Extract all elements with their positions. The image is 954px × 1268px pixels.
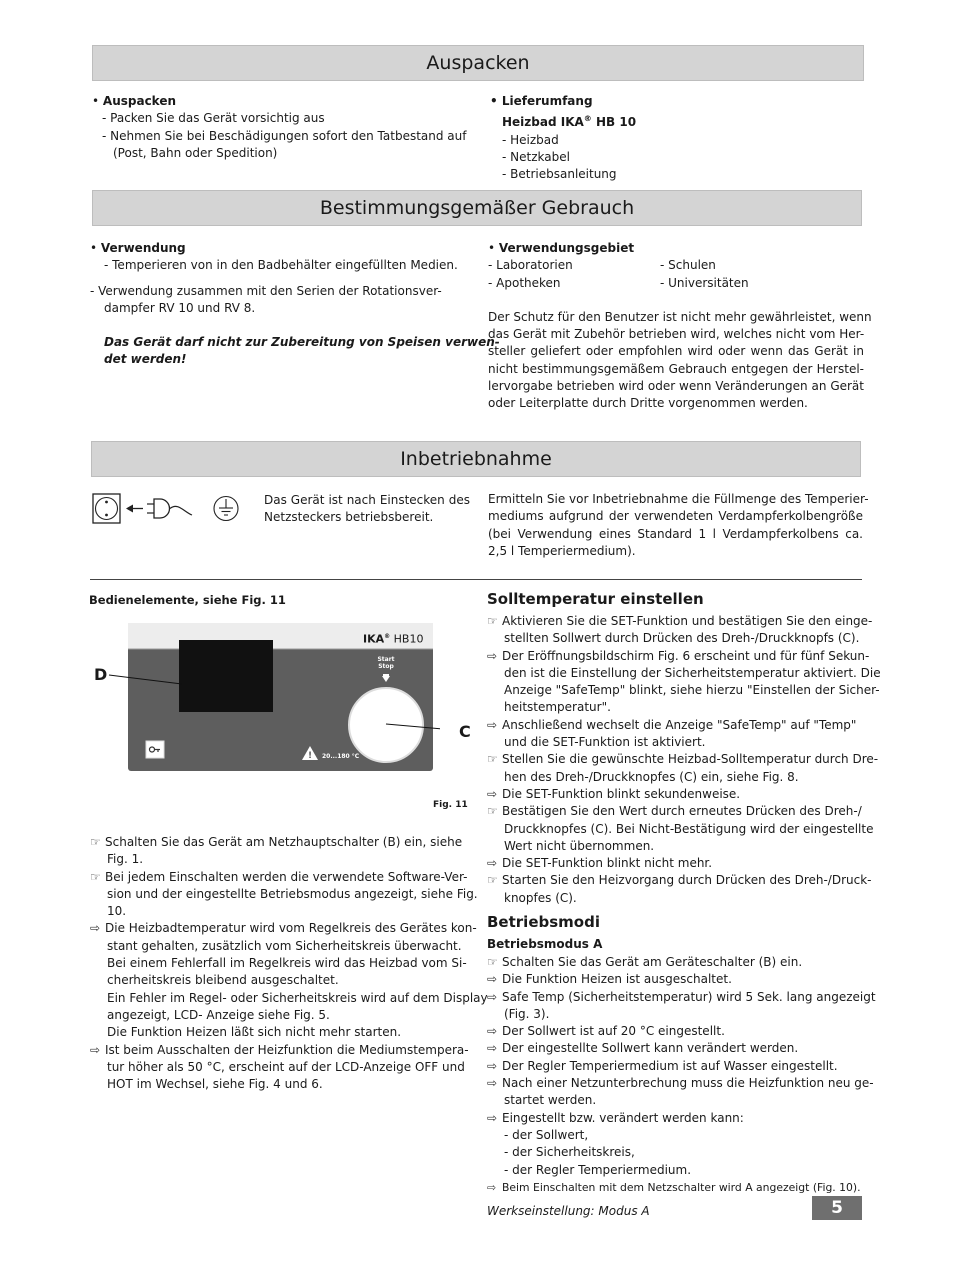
section-title-auspacken: Auspacken [92,45,864,81]
list-item: (Post, Bahn oder Spedition) [113,145,278,160]
soll-bullet-list [487,613,881,907]
plug-icon [92,492,242,526]
list-item: ☞ Aktivieren Sie die SET-Funktion und bestätigen Sie den einge- stellten Sollwert durch Drücken des Dreh-/Druckknopfs (C). [487,614,873,646]
werkseinstellung: Werkseinstellung: Modus A [487,1204,650,1218]
panel-start-label: Start [377,656,395,663]
list-item: - Betriebsanleitung [502,167,617,182]
product-name: Heizbad IKA® HB 10 [502,114,637,130]
verwendung-heading: Verwendung [100,241,186,255]
list-item: ⇨ Der eingestellte Sollwert kann verändert werden. [487,1041,799,1056]
list-item: - Netzkabel [502,149,570,164]
list-item: ⇨ Anschließend wechselt die Anzeige "SafeTemp" auf "Temp" und die SET-Funktion ist aktiviert. [487,717,857,750]
list-item: ⇨ Die Funktion Heizen ist ausgeschaltet. [487,972,732,987]
bullet-dot: • [90,241,101,255]
list-item: ☞ Bei jedem Einschalten werden die verwendete Software-Ver- sion und der eingestellte Betriebsmodus angezeigt, siehe Fig. 10. [90,869,478,919]
figure-caption: Fig. 11 [433,800,468,810]
warning-text: det werden! [104,352,187,367]
list-item: - Heizbad [502,132,559,147]
fuellmenge-text: Ermitteln Sie vor Inbetriebnahme die Füllmenge des Temperier- mediums aufgrund der verwendeten Verdampferkolbengröße (bei Verwendung eines Standard 1 l Verdampferkolbens ca. 2,5 l Temperiermedium). [488,492,869,558]
list-item: - Apotheken [488,275,561,290]
lieferumfang [490,93,862,183]
panel-range-label: 20...180 °C [322,753,360,760]
section-title-gebrauch: Bestimmungsgemäßer Gebrauch [92,190,862,226]
soll-heading: Solltemperatur einstellen [487,590,704,608]
modi-subheading: Betriebsmodus A [487,937,603,951]
paragraph-line: oder Leiterplatte durch Dritte vorgenommen werden. [488,396,808,411]
list-item: ⇨ Der Eröffnungsbildschirm Fig. 6 erscheint und für fünf Sekun- den ist die Einstellung der Sicherheitstemperatur aktiviert. Die Anzeige "SafeTemp" blinkt, siehe hierzu "Einstellen der Sicher- heitstemperatur". [487,648,881,715]
left-bullet-list [90,834,488,1093]
list-item: ⇨ Der Sollwert ist auf 20 °C eingestellt. [487,1024,725,1039]
list-item: ☞ Stellen Sie die gewünschte Heizbad-Solltemperatur durch Dre- hen des Dreh-/Druckknopfes (C) ein, siehe Fig. 8. [487,752,879,784]
list-item: - Nehmen Sie bei Beschädigungen sofort den Tatbestand auf [102,128,467,143]
list-item: - Universitäten [660,275,749,290]
auspacken-left [92,93,472,162]
list-item: ⇨ Die SET-Funktion blinkt nicht mehr. [487,856,713,871]
bullet-dot: • [490,94,502,108]
section-title-inbetriebnahme: Inbetriebnahme [91,441,861,477]
panel-stop-label: Stop [378,663,394,670]
auspacken-heading: Auspacken [102,94,177,108]
list-item: ☞ Schalten Sie das Gerät am Netzhauptschalter (B) ein, siehe Fig. 1. [90,835,463,867]
paragraph-line: das Gerät mit Zubehör betrieben wird, welches nicht vom Her- [488,327,865,342]
svg-text:!: ! [307,751,313,761]
paragraph-line: Der Schutz für den Benutzer ist nicht mehr gewährleistet, wenn [488,309,872,324]
verwendungsgebiet-heading: Verwendungsgebiet [498,241,635,255]
list-item: ⇨ Beim Einschalten mit dem Netzschalter wird A angezeigt (Fig. 10). [487,1180,861,1194]
list-item: ⇨ Eingestellt bzw. verändert werden kann: - der Sollwert, - der Sicherheitskreis, - der Regler Temperiermedium. [487,1110,744,1177]
list-item: - Packen Sie das Gerät vorsichtig aus [102,111,325,126]
list-item: ⇨ Nach einer Netzunterbrechung muss die Heizfunktion neu ge- startet werden. [487,1076,874,1108]
paragraph-line: nicht bestimmungsgemäßem Gebrauch entgegen der Herstel- [488,361,864,376]
plug-text: Das Gerät ist nach Einstecken des Netzsteckers betriebsbereit. [264,493,470,525]
callout-d: D [94,665,108,684]
bullet-dot: • [488,241,499,255]
list-item: ☞ Starten Sie den Heizvorgang durch Drücken des Dreh-/Druck- knopfes (C). [487,873,872,905]
lieferumfang-heading: Lieferumfang [501,94,593,108]
modi-bullet-list [487,954,876,1196]
paragraph-line: lervorgabe betrieben wird oder wenn Veränderungen an Gerät [488,379,864,394]
list-item: dampfer RV 10 und RV 8. [104,300,256,315]
list-item: ⇨ Safe Temp (Sicherheitstemperatur) wird 5 Sek. lang angezeigt (Fig. 3). [487,989,876,1021]
list-item: - Temperieren von in den Badbehälter eingefüllten Medien. [104,258,458,273]
bedien-heading: Bedienelemente, siehe Fig. 11 [89,593,286,607]
verwendungsgebiet [488,240,872,413]
divider [90,579,862,580]
callout-lines [100,660,440,760]
list-item: - Verwendung zusammen mit den Serien der Rotationsver- [90,283,442,298]
list-item: ☞ Schalten Sie das Gerät am Geräteschalter (B) ein. [487,955,803,969]
paragraph-line: steller geliefert oder empfohlen wird oder wenn das Gerät in [488,344,864,359]
list-item: ⇨ Der Regler Temperiermedium ist auf Wasser eingestellt. [487,1058,838,1073]
verwendung [90,240,500,369]
warning-text: Das Gerät darf nicht zur Zubereitung von Speisen verwen- [104,335,500,350]
callout-c: C [459,722,471,741]
list-item: ⇨ Ist beim Ausschalten der Heizfunktion die Mediumstempera- tur höher als 50 °C, erscheint auf der LCD-Anzeige OFF und HOT im Wechsel, siehe Fig. 4 und 6. [90,1042,469,1092]
modi-heading: Betriebsmodi [487,913,600,931]
bullet-dot: • [92,94,103,108]
list-item: ⇨ Die Heizbadtemperatur wird vom Regelkreis des Gerätes kon- stant gehalten, zusätzlich vom Sicherheitskreis überwacht. Bei einem Fehlerfall im Regelkreis wird das Heizbad vom Si- cherheitskreis bleibend ausgeschaltet. Ein Fehler im Regel- oder Sicherheitskreis wird auf dem Display angezeigt, LCD- Anzeige siehe Fig. 5. Die Funktion Heizen läßt sich nicht mehr starten. [90,921,488,1040]
list-item: - Schulen [660,258,716,273]
list-item: - Laboratorien [488,258,573,273]
page-number: 5 [812,1196,862,1220]
list-item: ☞ Bestätigen Sie den Wert durch erneutes Drücken des Dreh-/ Druckknopfes (C). Bei Nicht-Bestätigung wird der eingestellte Wert nicht übernommen. [487,804,874,853]
panel-brand-label: IKA® HB10 [363,632,424,646]
list-item: ⇨ Die SET-Funktion blinkt sekundenweise. [487,786,741,801]
